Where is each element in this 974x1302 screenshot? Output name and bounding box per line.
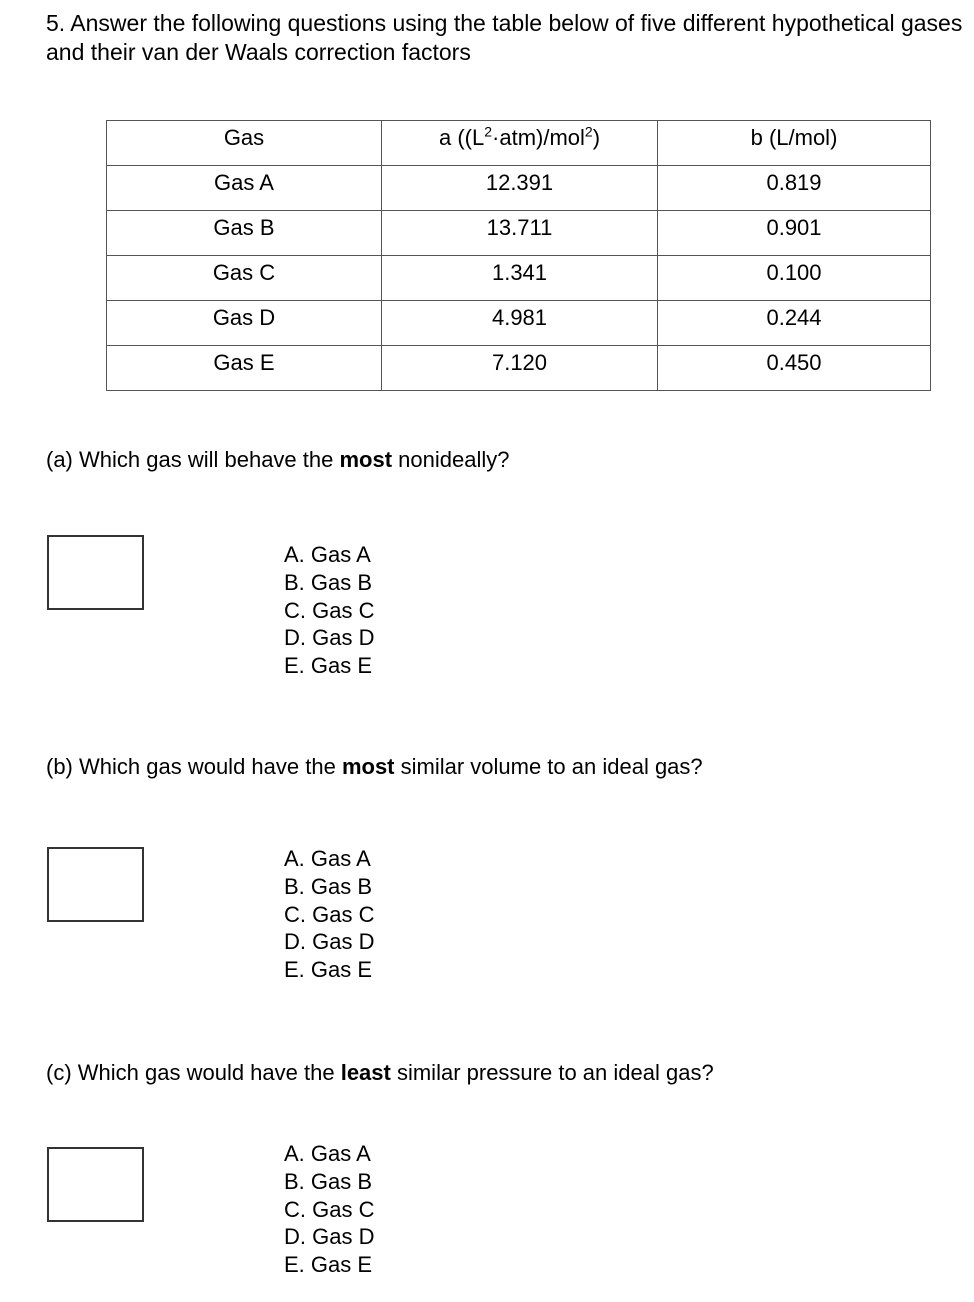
choice-item: B. Gas B [284,873,373,899]
question-a-prefix: (a) Which gas will behave the [46,447,340,472]
cell-gas: Gas C [107,256,382,301]
choice-item: D. Gas D [284,625,375,651]
choice-item: B. Gas B [284,1168,373,1194]
header-a-sup2: 2 [584,123,593,140]
choice-item: E. Gas E [284,653,373,679]
cell-a: 12.391 [382,166,658,211]
question-c-prefix: (c) Which gas would have the [46,1060,341,1085]
cell-a: 7.120 [382,346,658,391]
header-a-mid: ·atm)/mol [492,125,585,150]
question-a-answer-box[interactable] [47,535,144,610]
cell-gas: Gas E [107,346,382,391]
cell-a: 13.711 [382,211,658,256]
choice-item: C. Gas C [284,597,375,623]
header-a-suffix: ) [592,125,601,150]
header-a-prefix: a ((L [438,125,485,150]
choice-item: C. Gas C [284,1196,375,1222]
question-c-answer-box[interactable] [47,1147,144,1222]
header-a [382,121,658,166]
question-a-suffix: nonideally? [392,447,510,472]
question-a-choices [284,541,374,680]
question-intro: 5. Answer the following questions using the table below of five different hypothetical gases and their van der Waals correction factors [46,10,963,65]
cell-gas: Gas B [107,211,382,256]
question-c-choices [284,1140,374,1279]
cell-b: 0.819 [658,166,931,211]
van-der-waals-table [106,120,931,391]
header-b: b (L/mol) [658,121,931,166]
cell-b: 0.244 [658,301,931,346]
table-row [107,256,931,301]
table-row [107,301,931,346]
header-a-sup1: 2 [484,123,493,140]
choice-item: D. Gas D [284,1224,375,1250]
question-b-suffix: similar volume to an ideal gas? [394,754,703,779]
table-row [107,166,931,211]
table-row [107,211,931,256]
table-header-row [107,121,931,166]
choice-item: B. Gas B [284,569,373,595]
cell-a: 4.981 [382,301,658,346]
header-gas: Gas [107,121,382,166]
question-a-emphasis: most [339,447,393,472]
question-c-text [46,1059,714,1087]
question-b-text [46,753,703,781]
cell-gas: Gas D [107,301,382,346]
question-b-emphasis: most [341,754,395,779]
choice-item: D. Gas D [284,929,375,955]
choice-item: C. Gas C [284,901,375,927]
cell-a: 1.341 [382,256,658,301]
choice-item: A. Gas A [284,846,371,871]
choice-item: E. Gas E [284,1252,373,1278]
cell-b: 0.901 [658,211,931,256]
cell-b: 0.100 [658,256,931,301]
table-row [107,346,931,391]
choice-item: A. Gas A [284,542,371,567]
cell-b: 0.450 [658,346,931,391]
question-b-choices [284,845,374,984]
question-b-prefix: (b) Which gas would have the [46,754,342,779]
question-c-suffix: similar pressure to an ideal gas? [390,1060,714,1085]
cell-gas: Gas A [107,166,382,211]
question-c-emphasis: least [340,1060,391,1085]
question-b-answer-box[interactable] [47,847,144,922]
question-a-text [46,446,509,474]
choice-item: E. Gas E [284,957,373,983]
choice-item: A. Gas A [284,1141,371,1166]
